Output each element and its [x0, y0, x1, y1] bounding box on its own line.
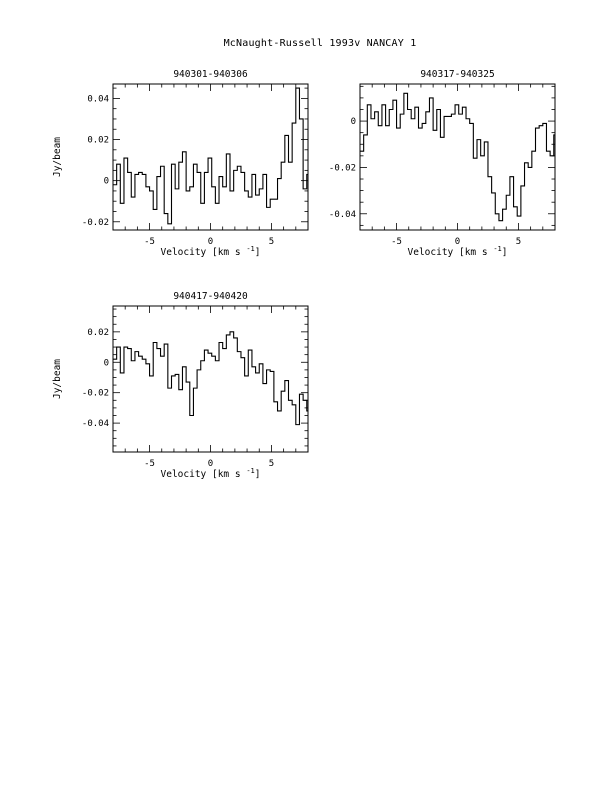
spectrum-line — [113, 88, 479, 224]
y-axis-label: Jy/beam — [52, 358, 63, 400]
y-axis-label: Jy/beam — [52, 136, 63, 178]
x-tick-label: 5 — [268, 237, 275, 247]
chart-panel — [329, 69, 612, 258]
spectrum-line — [113, 311, 479, 446]
chart-title: 940417-940420 — [173, 291, 248, 302]
x-axis-label: Velocity [km s $^{-1}$] — [407, 245, 508, 258]
x-tick-label: 0 — [207, 237, 214, 247]
plot-frame — [360, 84, 555, 230]
page-title: McNaught-Russell 1993v NANCAY 1 — [223, 38, 417, 49]
chart-title: 940301-940306 — [173, 69, 248, 80]
y-tick-label: 0 — [103, 358, 109, 369]
y-tick-label: -0.02 — [81, 217, 109, 228]
plot-frame — [113, 84, 308, 230]
y-tick-label: 0.04 — [87, 94, 109, 105]
y-tick-label: -0.04 — [328, 209, 356, 220]
chart-panel — [52, 291, 479, 480]
x-tick-label: 0 — [207, 459, 214, 469]
y-tick-label: -0.02 — [328, 163, 356, 174]
chart-title: 940317-940325 — [420, 69, 495, 80]
y-tick-label: 0.02 — [87, 135, 109, 146]
x-tick-label: -5 — [144, 459, 155, 469]
x-tick-label: 5 — [268, 459, 275, 469]
x-axis-label: Velocity [km s $^{-1}$] — [160, 245, 261, 258]
x-tick-label: -5 — [144, 237, 155, 247]
spectrum-line — [360, 91, 612, 221]
y-tick-label: 0 — [350, 117, 356, 128]
y-tick-label: -0.04 — [81, 419, 109, 430]
x-axis-label: Velocity [km s $^{-1}$] — [160, 467, 261, 480]
y-tick-label: 0.02 — [87, 327, 109, 338]
x-tick-label: -5 — [391, 237, 402, 247]
x-tick-label: 0 — [454, 237, 461, 247]
x-tick-label: 5 — [515, 237, 522, 247]
y-tick-label: 0 — [103, 176, 109, 187]
plot-frame — [113, 306, 308, 452]
y-tick-label: -0.02 — [81, 388, 109, 399]
